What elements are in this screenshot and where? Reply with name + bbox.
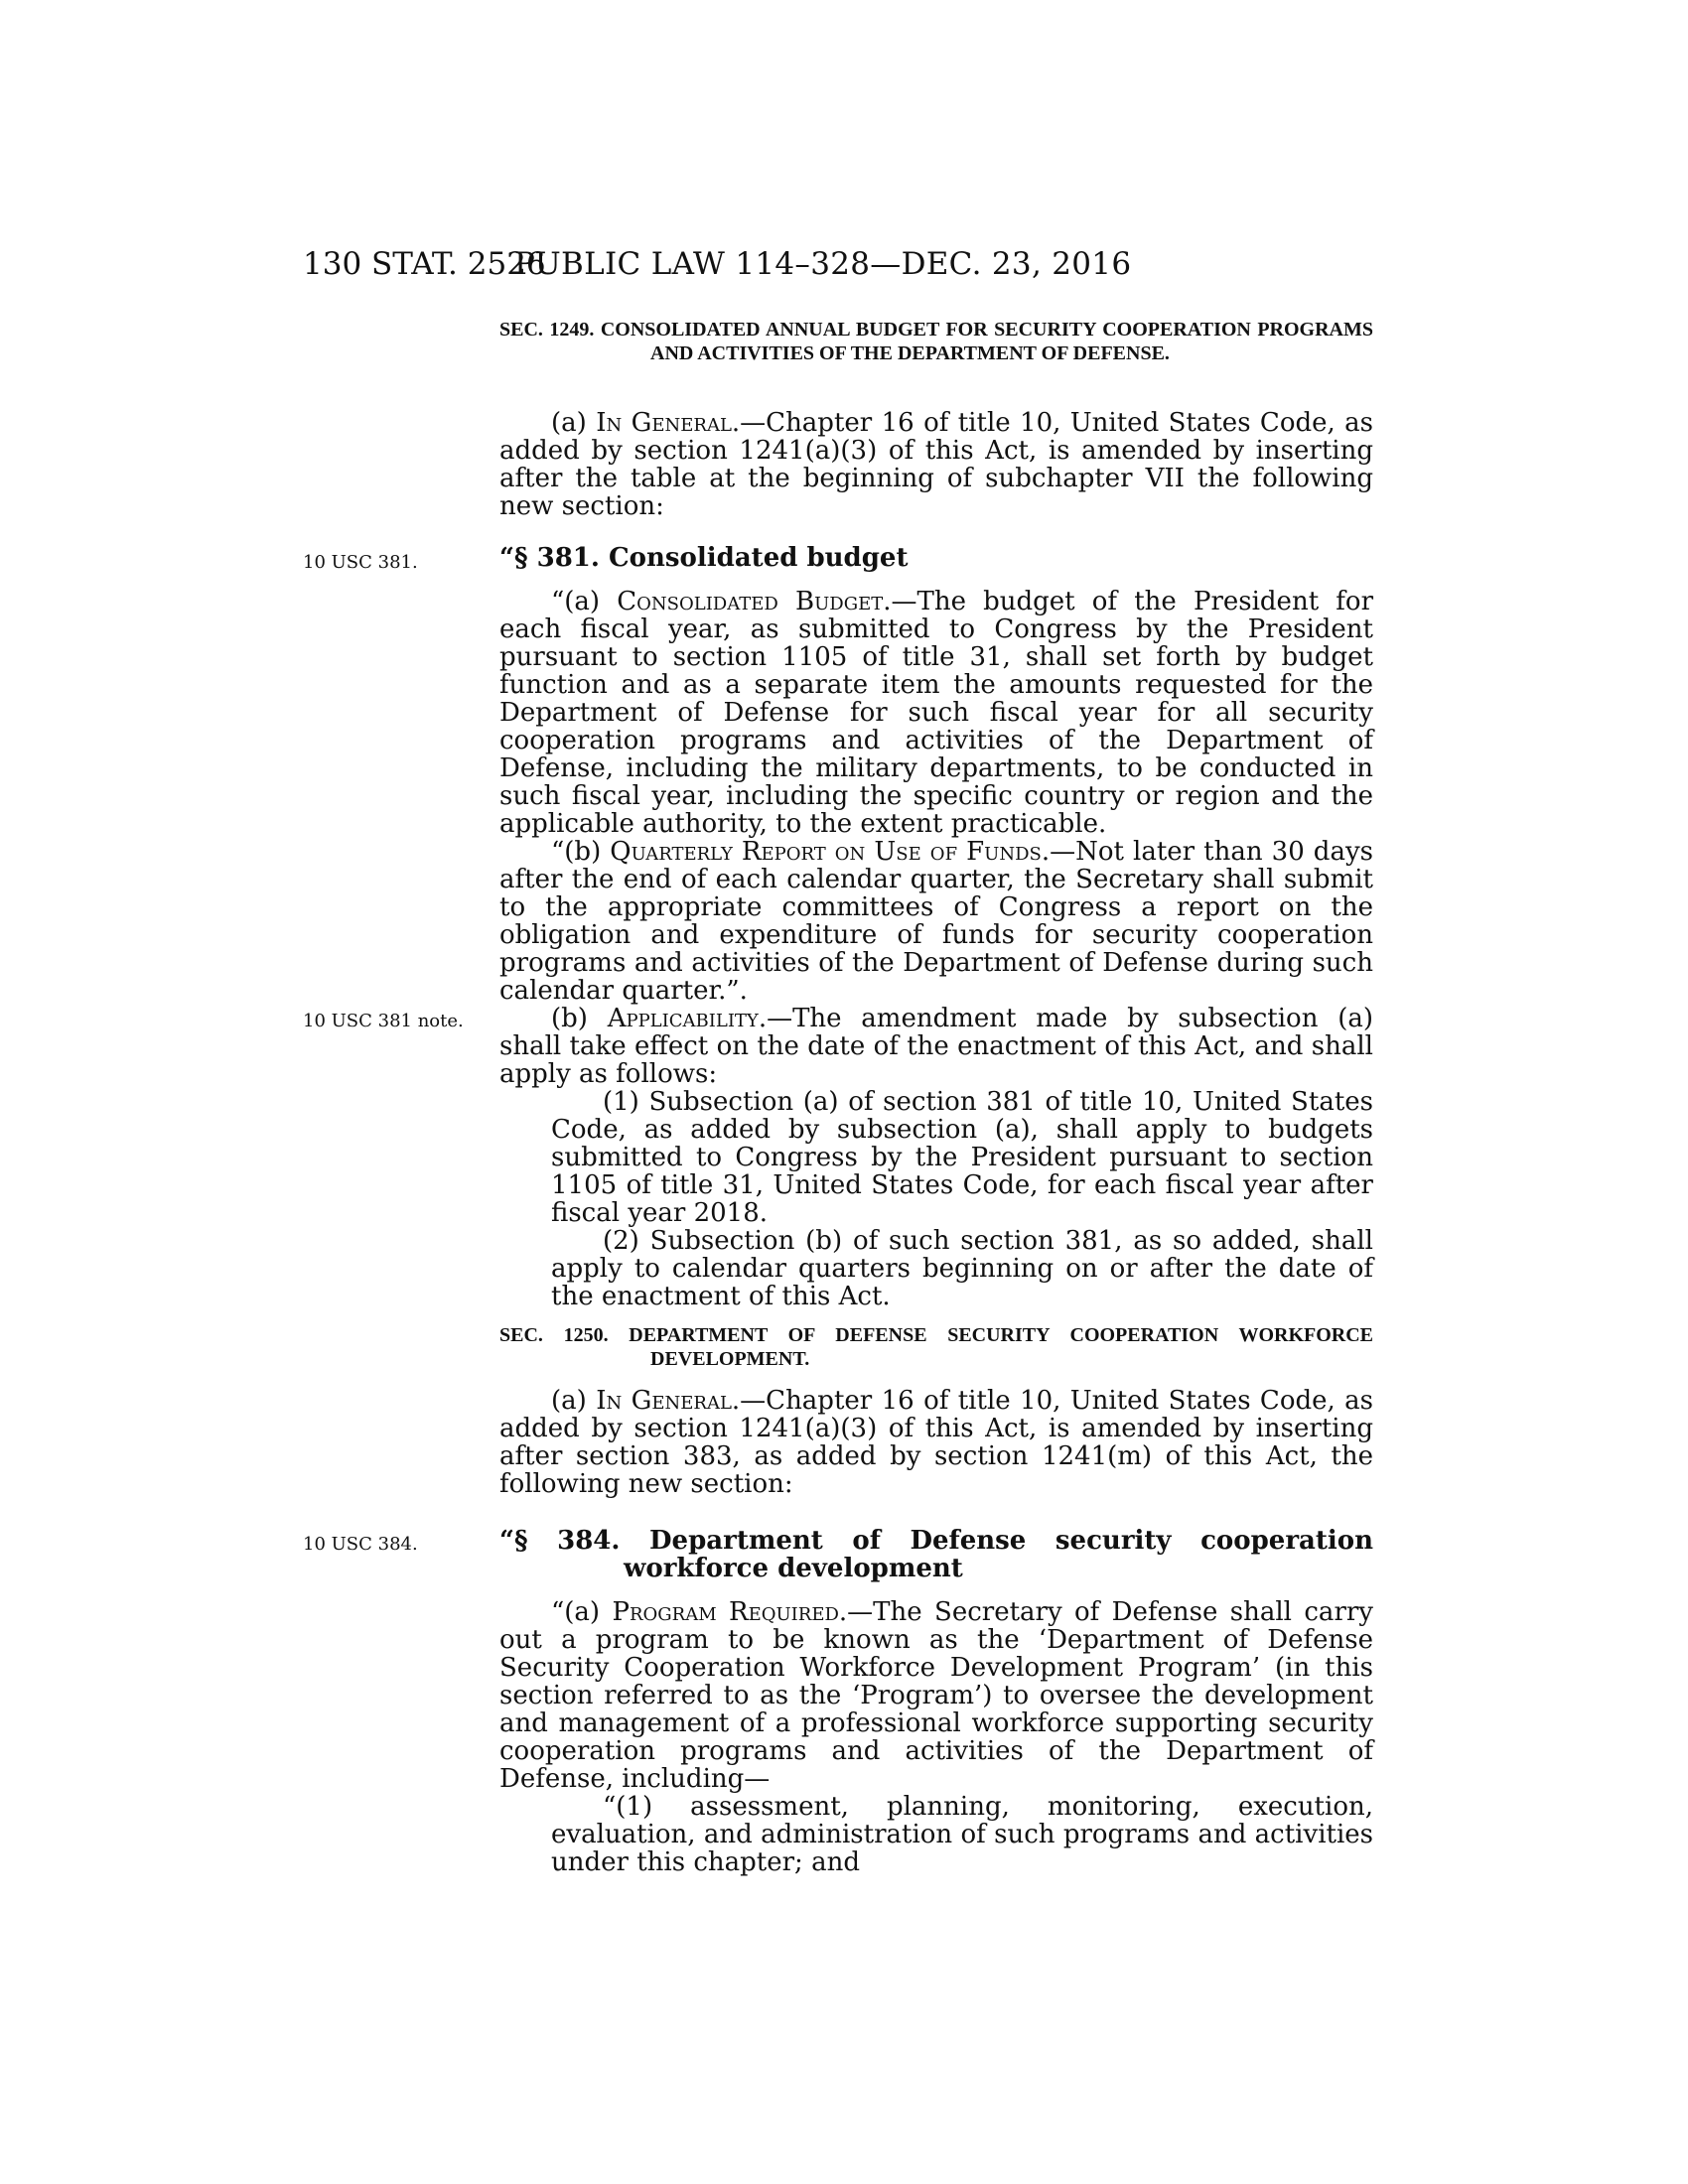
sec-1249-b-paragraph (499, 1005, 1373, 1088)
margin-note-10-usc-381: 10 USC 381. (303, 552, 418, 573)
sa-label: “(a) (551, 1597, 613, 1627)
section-384-title: “§ 384. Department of Defense security cooperation workforce development (499, 1526, 1373, 1583)
a-text: .—Chapter 16 of title 10, United States Code, as added by section 1241(a)(3) of this Act, is amended by inserting after section 383, as added by section 1241(m) of this Act, the following new section: (499, 1386, 1373, 1499)
section-381-title-block (499, 544, 1373, 572)
sb-caption: Quarterly Report on Use of Funds (610, 837, 1042, 867)
b-label: (b) (551, 1004, 608, 1033)
section-381-b-paragraph (499, 838, 1373, 1005)
a-label: (a) (551, 408, 597, 438)
page-header (303, 246, 1375, 294)
section-381-a-paragraph (499, 588, 1373, 838)
sa-label: “(a) (551, 587, 618, 616)
section-384-a-item-1: “(1) assessment, planning, monitoring, execution, evaluation, and administration of such programs and activities under this chapter; and (551, 1792, 1373, 1877)
sec-1249-heading: SEC. 1249. CONSOLIDATED ANNUAL BUDGET FOR SECURITY COOPERATION PROGRAMS AND ACTIVITIES OF THE DEPARTMENT OF DEFENSE. (499, 319, 1373, 364)
sa-text: .—The budget of the President for each fiscal year, as submitted to Congress by the President pursuant to section 1105 of title 31, shall set forth by budget function and as a separate item the amounts requested for the Department of Defense for such fiscal year for all security cooperation programs and activities of the Department of Defense, including the military departments, to be conducted in such fiscal year, including the specific country or region and the applicable authority, to the extent practicable. (499, 587, 1373, 839)
sb-text: .—Not later than 30 days after the end of each calendar quarter, the Secretary shall submit to the appropriate committees of Congress a report on the obligation and expenditure of funds for security cooperation programs and activities of the Department of Defense during such calendar quarter.”. (499, 837, 1373, 1006)
sec-1249-b-item-1: (1) Subsection (a) of section 381 of title 10, United States Code, as added by subsection (a), shall apply to budgets submitted to Congress by the President pursuant to section 1105 of title 31, United States Code, for each fiscal year after fiscal year 2018. (551, 1087, 1373, 1228)
a-caption: In General (596, 408, 732, 438)
sec-1249-a-paragraph (499, 409, 1373, 520)
section-384-body (499, 1598, 1373, 1876)
b-caption: Applicability (607, 1004, 759, 1033)
a-caption: In General (596, 1386, 732, 1416)
sec-1250-heading: SEC. 1250. DEPARTMENT OF DEFENSE SECURITY COOPERATION WORKFORCE DEVELOPMENT. (499, 1324, 1373, 1370)
a-text: .—Chapter 16 of title 10, United States Code, as added by section 1241(a)(3) of this Act, is amended by inserting after the table at the beginning of subchapter VII the following new section: (499, 408, 1373, 521)
sec-1249-heading-block (499, 318, 1373, 365)
section-384-title-block (499, 1527, 1373, 1582)
sec-1250-a-paragraph (499, 1387, 1373, 1498)
sa-caption: Consolidated Budget (617, 587, 884, 616)
stat-page-number: 130 STAT. 2526 (303, 246, 546, 282)
sa-caption: Program Required (612, 1597, 839, 1627)
public-law-title: PUBLIC LAW 114–328—DEC. 23, 2016 (514, 246, 1132, 282)
b-text: .—The amendment made by subsection (a) shall take effect on the date of the enactment of this Act, and shall apply as follows: (499, 1004, 1373, 1089)
section-384-a-paragraph (499, 1598, 1373, 1793)
margin-note-10-usc-381-note: 10 USC 381 note. (303, 1011, 464, 1031)
margin-note-10-usc-384: 10 USC 384. (303, 1534, 418, 1555)
section-381-body (499, 588, 1373, 1310)
sec-1249-subsection-a (499, 409, 1373, 520)
sa-text: .—The Secretary of Defense shall carry out a program to be known as the ‘Department of Defense Security Cooperation Workforce Development Program’ (in this section referred to as the ‘Program’) to oversee the development and management of a professional workforce supporting security cooperation programs and activities of the Department of Defense, including— (499, 1597, 1373, 1794)
sec-1250-subsection-a (499, 1387, 1373, 1498)
section-381-title: “§ 381. Consolidated budget (499, 543, 909, 573)
sec-1250-heading-block (499, 1323, 1373, 1371)
a-label: (a) (551, 1386, 597, 1416)
sec-1249-b-item-2: (2) Subsection (b) of such section 381, as so added, shall apply to calendar quarters beginning on or after the date of the enactment of this Act. (551, 1226, 1373, 1311)
sb-label: “(b) (551, 837, 611, 867)
